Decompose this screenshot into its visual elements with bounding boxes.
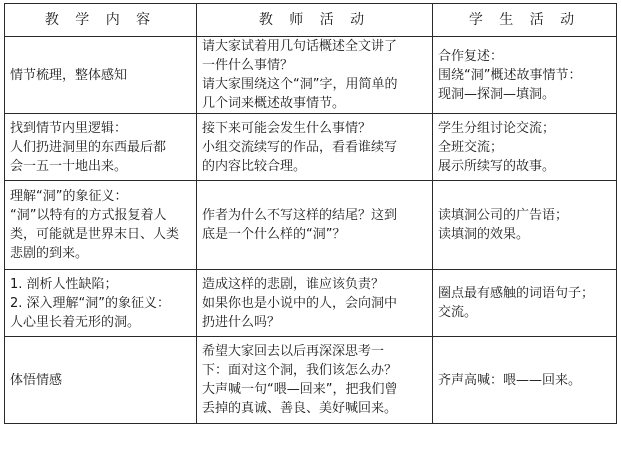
cell-line: 底是一个什么样的“洞”？ [202,227,346,242]
cell-line: 圈点最有感触的词语句子； [438,286,595,301]
cell-line: 学生分组讨论交流； [438,120,556,136]
cell-line: 围绕“洞”概述故事情节： [438,67,582,83]
cell-line: 接下来可能会发生什么事情？ [202,120,372,136]
table-row [5,337,617,424]
cell-student-activity [433,181,617,270]
cell-line: 1. 剖析人性缺陷； [10,276,118,292]
cell-student-activity [433,270,617,337]
cell-student-activity [433,37,617,114]
cell-line: 希望大家回去以后再深深思考一 [202,344,385,359]
cell-line: 全班交流； [438,139,504,155]
table-row [5,37,617,114]
cell-line: 人心里长着无形的洞。 [10,314,141,330]
cell-line: “洞”以特有的方式报复着人 [10,208,167,223]
cell-line: 交流。 [438,305,478,320]
cell-line: 2. 深入理解“洞”的象征义： [10,295,171,311]
cell-teaching-content [5,337,197,424]
cell-teacher-activity [197,37,433,114]
cell-line: 会一五一十地出来。 [10,158,128,174]
cell-teaching-content [5,37,197,114]
cell-line: 找到情节内里逻辑： [10,120,128,136]
cell-line: 下：面对这个洞，我们该怎么办？ [202,363,398,378]
table-row [5,270,617,337]
cell-line: 请大家围绕这个“洞”字，用简单的 [202,77,398,92]
cell-line: 合作复述： [438,48,504,64]
cell-line: 如果你也是小说中的人，会向洞中 [202,295,398,311]
cell-line: 几个词来概述故事情节。 [202,96,346,111]
lesson-plan-document [4,3,616,424]
cell-line: 齐声高喊：喂——回来。 [438,372,582,388]
cell-line: 现洞—探洞—填洞。 [438,86,556,102]
cell-student-activity [433,337,617,424]
cell-line: 读填洞公司的广告语； [438,208,569,223]
header-teaching-content: 教 学 内 容 [5,4,197,37]
lesson-plan-table [4,3,617,424]
cell-line: 小组交流续写的作品，看看谁续写 [202,139,398,155]
cell-line: 一件什么事情？ [202,58,294,73]
cell-line: 理解“洞”的象征义： [10,189,128,204]
cell-teacher-activity [197,181,433,270]
header-teacher-activity: 教 师 活 动 [197,4,433,37]
cell-line: 大声喊一句“喂—回来”，把我们曾 [202,382,398,397]
cell-line: 人们扔进洞里的东西最后都 [10,139,167,155]
cell-teacher-activity [197,337,433,424]
cell-teacher-activity [197,270,433,337]
cell-line: 作者为什么不写这样的结尾？这到 [202,208,398,223]
cell-line: 悲剧的到来。 [10,246,89,261]
cell-line: 造成这样的悲剧，谁应该负责？ [202,276,385,292]
cell-line: 情节梳理，整体感知 [10,67,128,83]
cell-line: 请大家试着用几句话概述全文讲了 [202,39,398,54]
cell-line: 扔进什么吗？ [202,314,281,330]
cell-teaching-content [5,114,197,181]
cell-line: 读填洞的效果。 [438,227,530,242]
cell-line: 类，可能就是世界末日、人类 [10,227,180,242]
cell-student-activity [433,114,617,181]
cell-teacher-activity [197,114,433,181]
table-header-row [5,4,617,37]
cell-teaching-content [5,181,197,270]
table-row [5,114,617,181]
cell-line: 丢掉的真诚、善良、美好喊回来。 [202,401,398,416]
cell-line: 的内容比较合理。 [202,158,307,174]
cell-line: 体悟情感 [10,372,63,388]
cell-line: 展示所续写的故事。 [438,158,556,174]
cell-teaching-content [5,270,197,337]
header-student-activity: 学 生 活 动 [433,4,617,37]
table-row [5,181,617,270]
